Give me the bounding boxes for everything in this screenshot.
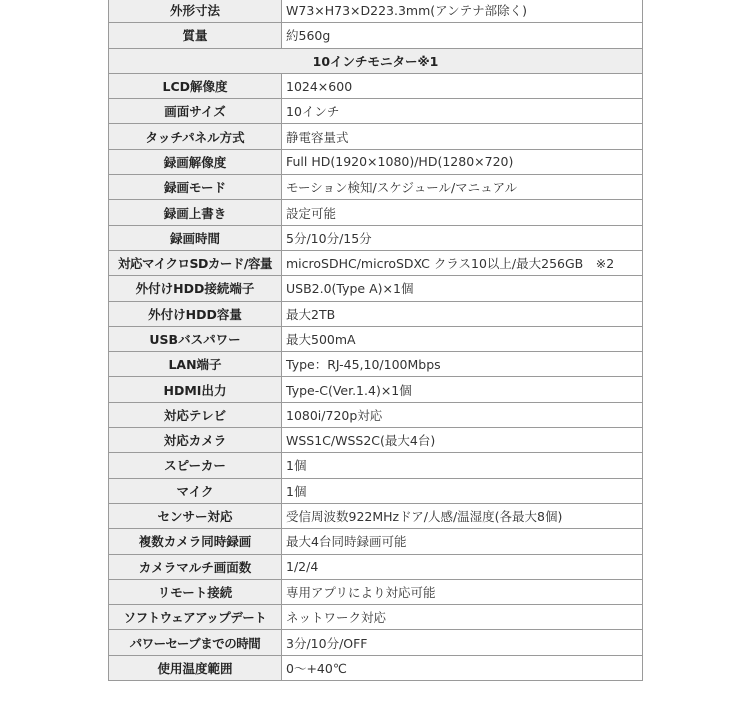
table-row: [109, 352, 643, 377]
spec-value: 静電容量式: [282, 124, 643, 149]
spec-value: 専用アプリにより対応可能: [282, 579, 643, 604]
spec-label: マイク: [109, 478, 282, 503]
table-row: [109, 326, 643, 351]
table-row: [109, 124, 643, 149]
table-row: [109, 276, 643, 301]
spec-value: 受信周波数922MHzドア/人感/温湿度(各最大8個): [282, 503, 643, 528]
spec-label: パワーセーブまでの時間: [109, 630, 282, 655]
table-row: [109, 554, 643, 579]
table-row: [109, 503, 643, 528]
spec-value: WSS1C/WSS2C(最大4台): [282, 428, 643, 453]
spec-label: 対応カメラ: [109, 428, 282, 453]
spec-label: 録画時間: [109, 225, 282, 250]
spec-label: センサー対応: [109, 503, 282, 528]
spec-value: 3分/10分/OFF: [282, 630, 643, 655]
table-row: [109, 402, 643, 427]
spec-value: W73×H73×D223.3mm(アンテナ部除く): [282, 0, 643, 23]
spec-label: LAN端子: [109, 352, 282, 377]
spec-label: 外付けHDD容量: [109, 301, 282, 326]
spec-value: microSDHC/microSDXC クラス10以上/最大256GB ※2: [282, 250, 643, 275]
table-row: [109, 225, 643, 250]
spec-value: 1/2/4: [282, 554, 643, 579]
spec-label: 外付けHDD接続端子: [109, 276, 282, 301]
spec-label: 録画上書き: [109, 200, 282, 225]
table-row: [109, 175, 643, 200]
spec-value: 約560g: [282, 23, 643, 48]
spec-label: 対応テレビ: [109, 402, 282, 427]
table-row: [109, 655, 643, 680]
spec-label: タッチパネル方式: [109, 124, 282, 149]
table-row: [109, 529, 643, 554]
table-row: [109, 250, 643, 275]
spec-value: 最大2TB: [282, 301, 643, 326]
spec-value: 10インチ: [282, 99, 643, 124]
spec-label: HDMI出力: [109, 377, 282, 402]
spec-label: 質量: [109, 23, 282, 48]
spec-value: USB2.0(Type A)×1個: [282, 276, 643, 301]
spec-label: 画面サイズ: [109, 99, 282, 124]
spec-value: 1024×600: [282, 73, 643, 98]
table-row: [109, 23, 643, 48]
spec-label: ソフトウェアアップデート: [109, 605, 282, 630]
spec-label: スピーカー: [109, 453, 282, 478]
spec-label: リモート接続: [109, 579, 282, 604]
spec-label: 対応マイクロSDカード/容量: [109, 250, 282, 275]
table-row: [109, 301, 643, 326]
section-header-row: [109, 48, 643, 73]
table-row: [109, 0, 643, 23]
spec-value: モーション検知/スケジュール/マニュアル: [282, 175, 643, 200]
spec-label: 録画解像度: [109, 149, 282, 174]
spec-value: 0～+40℃: [282, 655, 643, 680]
spec-value: Type-C(Ver.1.4)×1個: [282, 377, 643, 402]
spec-label: 複数カメラ同時録画: [109, 529, 282, 554]
spec-value: 1080i/720p対応: [282, 402, 643, 427]
spec-value: Type：RJ-45,10/100Mbps: [282, 352, 643, 377]
table-row: [109, 149, 643, 174]
spec-table: [108, 0, 643, 681]
spec-value: 最大500mA: [282, 326, 643, 351]
spec-label: 使用温度範囲: [109, 655, 282, 680]
spec-value: 5分/10分/15分: [282, 225, 643, 250]
spec-label: LCD解像度: [109, 73, 282, 98]
table-row: [109, 428, 643, 453]
spec-value: 設定可能: [282, 200, 643, 225]
table-row: [109, 200, 643, 225]
table-row: [109, 73, 643, 98]
table-row: [109, 630, 643, 655]
spec-value: 1個: [282, 478, 643, 503]
spec-value: 最大4台同時録画可能: [282, 529, 643, 554]
spec-label: カメラマルチ画面数: [109, 554, 282, 579]
section-title: 10インチモニター※1: [109, 48, 643, 73]
spec-value: ネットワーク対応: [282, 605, 643, 630]
spec-label: USBバスパワー: [109, 326, 282, 351]
table-row: [109, 377, 643, 402]
table-row: [109, 478, 643, 503]
table-row: [109, 99, 643, 124]
table-row: [109, 453, 643, 478]
spec-label: 外形寸法: [109, 0, 282, 23]
table-row: [109, 605, 643, 630]
table-row: [109, 579, 643, 604]
spec-value: Full HD(1920×1080)/HD(1280×720): [282, 149, 643, 174]
spec-value: 1個: [282, 453, 643, 478]
spec-label: 録画モード: [109, 175, 282, 200]
